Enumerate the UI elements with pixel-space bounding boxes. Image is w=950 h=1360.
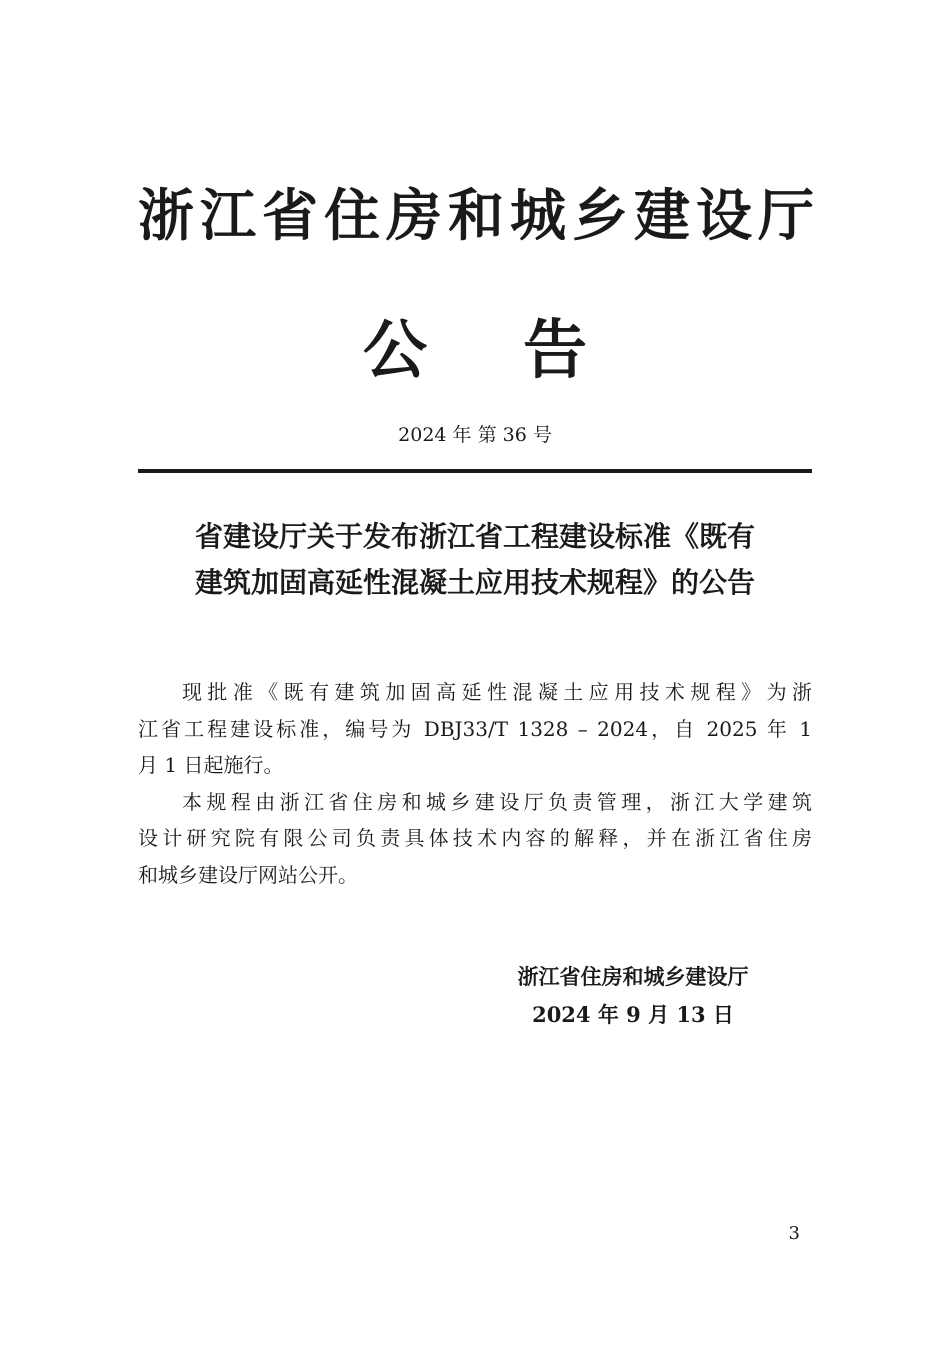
- body-line: 本规程由浙江省住房和城乡建设厅负责管理，浙江大学建筑: [182, 789, 812, 814]
- signature-date: 2024 年 9 月 13 日: [532, 1002, 734, 1027]
- page-number: 3: [788, 1223, 800, 1244]
- agency-title: 浙江省住房和城乡建设厅: [138, 183, 820, 249]
- signature-issuer: 浙江省住房和城乡建设厅: [517, 965, 749, 989]
- notice-title: 公告: [363, 313, 683, 388]
- heading-line: 省建设厅关于发布浙江省工程建设标准《既有: [194, 520, 755, 553]
- body-line: 和城乡建设厅网站公开。: [138, 862, 358, 887]
- body-line: 月 1 日起施行。: [138, 753, 284, 777]
- issue-number: 2024 年 第 36 号: [398, 424, 552, 446]
- body-line: 江省工程建设标准，编号为 DBJ33/T 1328 – 2024，自 2025 年 1: [138, 716, 812, 741]
- heading-line: 建筑加固高延性混凝土应用技术规程》的公告: [194, 566, 755, 599]
- header-rule: [138, 469, 812, 473]
- body-line: 设计研究院有限公司负责具体技术内容的解释，并在浙江省住房: [138, 826, 812, 850]
- document-heading: [138, 514, 812, 606]
- body-line: 现批准《既有建筑加固高延性混凝土应用技术规程》为浙: [182, 680, 812, 704]
- signature-block: [478, 958, 788, 1034]
- notice-body: [138, 674, 812, 893]
